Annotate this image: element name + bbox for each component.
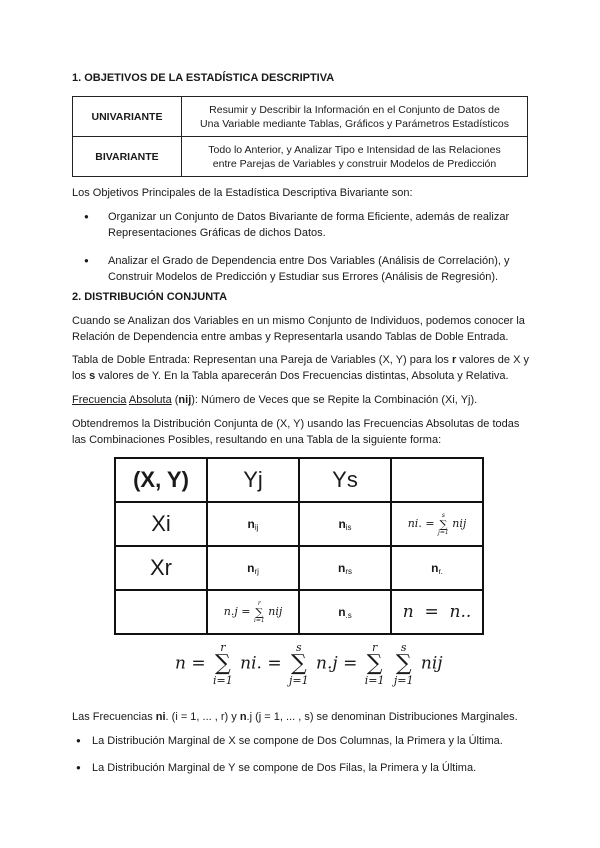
- cell-symbol: n: [247, 516, 255, 531]
- total-formula: [175, 642, 443, 686]
- cell-subscript: rs: [345, 566, 352, 576]
- marginal-list: [72, 733, 542, 787]
- sigma-icon: ∑: [395, 651, 412, 676]
- cell-nr-total: [391, 546, 483, 590]
- cell-value: [338, 605, 352, 619]
- formula-text: ni. =: [240, 653, 282, 674]
- header-yj: Yj: [207, 458, 299, 502]
- list-item: ● La Distribución Marginal de Y se compone de Dos Filas, la Primera y la Última.: [72, 760, 542, 776]
- sigma-icon: ∑: [290, 651, 307, 676]
- sum-upper-limit: s: [400, 641, 407, 654]
- sum-symbol: [213, 642, 233, 686]
- formula-text: n.j =: [316, 653, 358, 674]
- description-line: entre Parejas de Variables y construir Modelos de Predicción: [212, 157, 497, 170]
- cell-value: [338, 561, 352, 575]
- cell-value: [248, 517, 259, 531]
- paragraph-analysis: Cuando se Analizan dos Variables en un mismo Conjunto de Individuos, podemos conocer la Relación de Dependencia entre ambas y Representarla usando Tablas de Doble Entrada.: [72, 315, 525, 343]
- text-fragment: (: [171, 394, 179, 406]
- cell-nij: [207, 502, 299, 546]
- text-fragment: nij: [178, 394, 192, 406]
- sum-symbol: [289, 642, 309, 686]
- objectives-list: [72, 209, 532, 297]
- cell-column-sum: [207, 590, 299, 634]
- cell-subscript: .s: [345, 610, 352, 620]
- table-row: [115, 590, 483, 634]
- sum-upper-limit: s: [295, 641, 302, 654]
- cell-nrs: [299, 546, 391, 590]
- bivariante-label: BIVARIANTE: [73, 137, 182, 177]
- cell-nis: [299, 502, 391, 546]
- cell-subscript: is: [345, 522, 352, 532]
- header-xy: (X, Y): [115, 458, 207, 502]
- table-row: [115, 502, 483, 546]
- univariante-description: [182, 97, 528, 137]
- list-item: ● La Distribución Marginal de X se compone de Dos Columnas, la Primera y la Última.: [72, 733, 542, 749]
- sum-symbol: [438, 513, 449, 536]
- cell-subscript: r.: [438, 566, 443, 576]
- table-row: [73, 137, 528, 177]
- row-sum-formula: [407, 511, 467, 536]
- sum-upper-limit: r: [220, 641, 226, 654]
- sigma-icon: ∑: [366, 651, 383, 676]
- text-fragment: n: [239, 711, 247, 723]
- text-fragment: s: [89, 370, 96, 382]
- text-fragment: r: [451, 354, 457, 366]
- sum-symbol: [254, 601, 265, 624]
- description-line: Una Variable mediante Tablas, Gráficos y Parámetros Estadísticos: [200, 117, 509, 130]
- text-fragment: Frecuencia: [72, 394, 127, 406]
- cell-subscript: rj: [254, 566, 259, 576]
- joint-distribution-table: [114, 457, 484, 635]
- text-fragment: Tabla de Doble Entrada: Representan una Pareja de Variables (X, Y) para los: [72, 354, 452, 366]
- table-row: [115, 546, 483, 590]
- cell-symbol: n: [247, 560, 255, 575]
- cell-value: [338, 517, 351, 531]
- formula-text: nij: [420, 653, 443, 674]
- text-fragment: valores de Y. En la Tabla aparecerán Dos Frecuencias distintas, Absoluta y Relativa.: [95, 370, 509, 382]
- sum-lower-limit: j=1: [289, 674, 309, 687]
- grand-total-formula: n = n..: [402, 602, 472, 622]
- section-1-title: 1. OBJETIVOS DE LA ESTADÍSTICA DESCRIPTIVA: [72, 72, 335, 84]
- cell-nrj: [207, 546, 299, 590]
- column-sum-formula: [223, 599, 283, 624]
- header-empty: [391, 458, 483, 502]
- paragraph-absolute-frequency: [72, 392, 532, 408]
- paragraph-joint-distribution: Obtendremos la Distribución Conjunta de (X, Y) usando las Frecuencias Absolutas de todas las Combinaciones Posibles, resultando en una Tabla de la siguiente forma:: [72, 418, 520, 446]
- sum-upper-limit: r: [257, 599, 261, 607]
- sigma-icon: ∑: [215, 651, 231, 676]
- cell-empty: [115, 590, 207, 634]
- text-fragment: .j (j = 1, ... , s) se denominan Distribuciones Marginales.: [246, 711, 518, 723]
- description-line: Resumir y Describir la Información en el Conjunto de Datos de: [209, 103, 500, 116]
- paragraph-marginal: [72, 709, 552, 725]
- row-label-xi: Xi: [115, 502, 207, 546]
- list-item: ● Analizar el Grado de Dependencia entre Dos Variables (Análisis de Correlación), y Construir Modelos de Predicción y Estudiar sus Errores (Análisis de Regresión).: [72, 253, 532, 285]
- cell-ns-total: [299, 590, 391, 634]
- text-fragment: Las Frecuencias: [72, 711, 156, 723]
- formula-text: ni. =: [407, 517, 435, 530]
- sum-symbol: [394, 642, 414, 686]
- cell-value: [431, 561, 443, 575]
- sum-lower-limit: j=1: [438, 528, 449, 536]
- bivariante-description: [182, 137, 528, 177]
- description-line: Todo lo Anterior, y Analizar Tipo e Intensidad de las Relaciones: [208, 143, 501, 156]
- cell-symbol: n: [338, 604, 346, 619]
- section-2-title: 2. DISTRIBUCIÓN CONJUNTA: [72, 291, 228, 303]
- sum-lower-limit: i=1: [364, 674, 385, 687]
- cell-grand-total: [391, 590, 483, 634]
- header-ys: Ys: [299, 458, 391, 502]
- formula-text: nij: [452, 517, 467, 530]
- cell-symbol: n: [337, 560, 346, 575]
- formula-text: n.j =: [223, 605, 251, 618]
- sum-lower-limit: j=1: [393, 674, 414, 687]
- text-fragment: ni: [155, 711, 166, 723]
- objectives-intro: Los Objetivos Principales de la Estadística Descriptiva Bivariante son:: [72, 187, 413, 199]
- text-fragment: valores de X y los: [72, 354, 529, 382]
- univariante-label: UNIVARIANTE: [73, 97, 182, 137]
- cell-symbol: n: [431, 560, 439, 575]
- cell-row-sum: [391, 502, 483, 546]
- sum-lower-limit: i=1: [253, 616, 265, 624]
- text-fragment: ): Número de Veces que se Repite la Combinación (Xi, Yj).: [191, 394, 478, 406]
- list-item: ● Organizar un Conjunto de Datos Bivariante de forma Eficiente, además de realizar Representaciones Gráficas de dichos Datos.: [72, 209, 532, 241]
- cell-symbol: n: [338, 516, 346, 531]
- cell-subscript: ij: [254, 522, 259, 532]
- row-label-xr: Xr: [115, 546, 207, 590]
- sum-symbol: [365, 642, 385, 686]
- cell-value: [247, 561, 259, 575]
- sum-upper-limit: r: [371, 641, 378, 654]
- sum-upper-limit: s: [441, 511, 445, 519]
- objectives-table: [72, 96, 528, 177]
- table-row: [115, 458, 483, 502]
- formula-text: nij: [268, 605, 283, 618]
- paragraph-double-entry: [72, 352, 532, 384]
- table-row: [73, 97, 528, 137]
- formula-text: n =: [175, 653, 206, 674]
- sigma-icon: ∑: [439, 517, 448, 531]
- sum-lower-limit: i=1: [213, 674, 233, 687]
- sigma-icon: ∑: [255, 605, 264, 619]
- text-fragment: Absoluta: [128, 394, 172, 406]
- text-fragment: . (i = 1, ... , r) y: [165, 711, 240, 723]
